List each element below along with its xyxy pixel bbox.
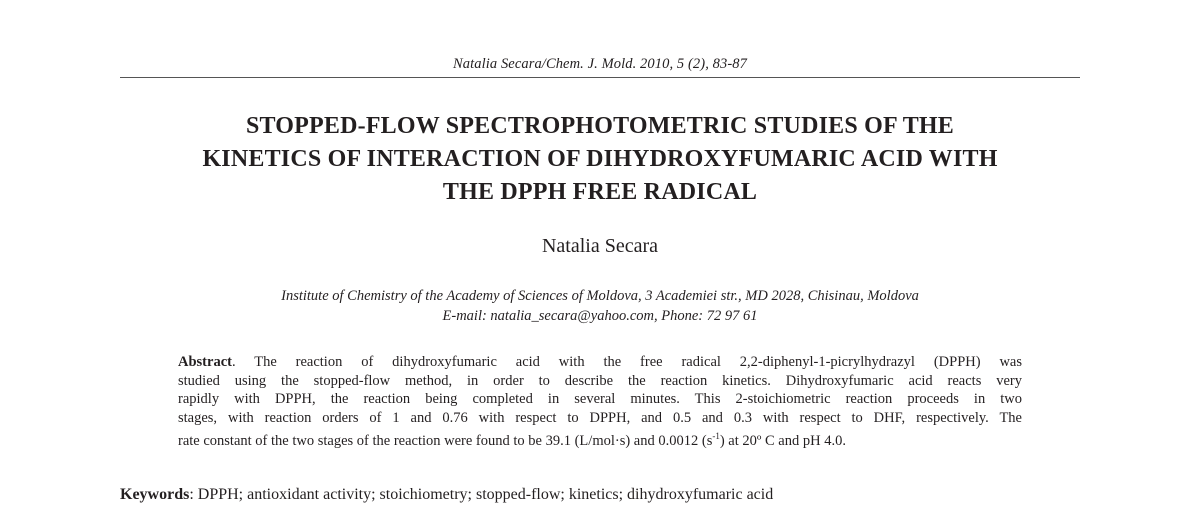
- abstract-line: [178, 427, 1022, 450]
- abstract-text: . The reaction of dihydroxyfumaric acid with the free radical 2,2-diphenyl-1-picrylhydrazyl (DPPH) was: [231, 354, 1022, 370]
- header-rule: [120, 77, 1080, 78]
- paper-title: [120, 110, 1080, 209]
- author-name: Natalia Secara: [541, 235, 659, 257]
- abstract-line: stages, with reaction orders of 1 and 0.76 with respect to DPPH, and 0.5 and 0.3 with respect to DHF, respectively. The: [178, 409, 1022, 426]
- title-line: THE DPPH FREE RADICAL: [442, 179, 758, 205]
- superscript: -1: [712, 431, 720, 442]
- title-line: STOPPED-FLOW SPECTROPHOTOMETRIC STUDIES OF THE: [245, 113, 954, 139]
- running-head: Natalia Secara/Chem. J. Mold. 2010, 5 (2), 83-87: [453, 56, 747, 72]
- title-line: KINETICS OF INTERACTION OF DIHYDROXYFUMARIC ACID WITH: [202, 146, 998, 172]
- contact-info: E-mail: natalia_secara@yahoo.com, Phone: 72 97 61: [442, 308, 758, 324]
- keywords-label: Keywords: [120, 486, 190, 503]
- keywords-text: : DPPH; antioxidant activity; stoichiometry; stopped-flow; kinetics; dihydroxyfumaric acid: [189, 486, 774, 503]
- institute-address: Institute of Chemistry of the Academy of Sciences of Moldova, 3 Academiei str., MD 2028, Chisinau, Moldova: [281, 288, 919, 304]
- abstract-line: studied using the stopped-flow method, in order to describe the reaction kinetics. Dihydroxyfumaric acid reacts very: [178, 372, 1022, 389]
- abstract-label: Abstract: [178, 354, 232, 370]
- abstract: [178, 353, 1022, 451]
- affiliation: [120, 286, 1080, 326]
- abstract-text: rate constant of the two stages of the reaction were found to be 39.1 (L/mol·s) and 0.0012 (s: [178, 433, 713, 450]
- abstract-line: [178, 353, 1022, 372]
- keywords: [120, 486, 773, 504]
- abstract-line: rapidly with DPPH, the reaction being completed in several minutes. This 2-stoichiometric reaction proceeds in two: [178, 391, 1022, 408]
- abstract-text: ) at 20º C and pH 4.0.: [719, 433, 846, 450]
